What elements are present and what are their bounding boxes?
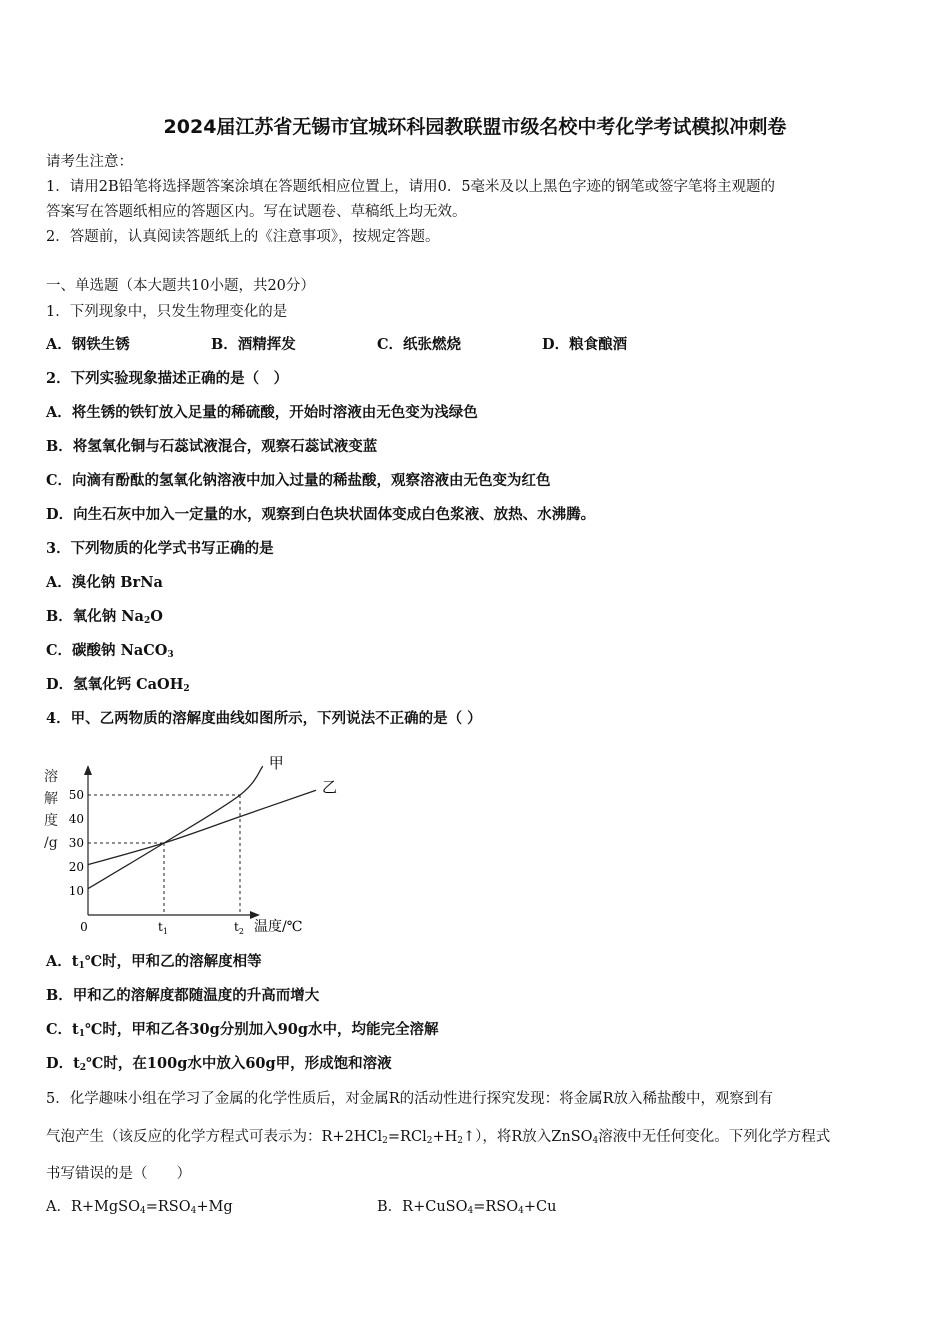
exam-title: 2024届江苏省无锡市宜城环科园教联盟市级名校中考化学考试模拟冲刺卷 [163, 116, 787, 138]
subscript: 4 [190, 1206, 197, 1216]
q5-line2-e: 溶液中无任何变化。下列化学方程式 [598, 1129, 831, 1145]
q3-option-a[interactable]: A．溴化钠 BrNa [46, 574, 163, 591]
q1-option-c[interactable]: C．纸张燃烧 [377, 336, 462, 353]
subscript: 4 [592, 1136, 599, 1146]
q5-option-b-end: +Cu [523, 1199, 557, 1215]
q4-option-c-text-end: ℃时，甲和乙各30g分别加入90g水中，均能完全溶解 [85, 1021, 439, 1038]
y-axis-label: /g [44, 835, 58, 851]
q5-option-b[interactable] [377, 1197, 556, 1221]
y-axis-label: 解 [44, 791, 58, 807]
q5-option-a-mid: =RSO [145, 1199, 191, 1215]
notice-heading: 请考生注意： [46, 154, 133, 170]
q4-option-d[interactable] [46, 1054, 392, 1078]
q3-option-b[interactable] [46, 607, 163, 631]
subscript: 2 [382, 1136, 388, 1146]
q2-stem: 2．下列实验现象描述正确的是（ ） [46, 370, 289, 387]
solubility-chart [40, 745, 338, 945]
q1-stem: 1．下列现象中，只发生物理变化的是 [46, 304, 288, 320]
q4-stem: 4．甲、乙两物质的溶解度曲线如图所示，下列说法不正确的是（ ） [46, 710, 482, 727]
subscript: 3 [167, 650, 174, 660]
subscript: 4 [140, 1206, 146, 1216]
series-label-yi: 乙 [322, 778, 338, 797]
q5-stem-line-2 [46, 1127, 830, 1151]
q5-line2-a: 气泡产生（该反应的化学方程式可表示为：R+2HCl [46, 1129, 383, 1145]
subscript: 2 [143, 616, 151, 626]
q4-option-b[interactable]: B．甲和乙的溶解度都随温度的升高而增大 [46, 987, 320, 1004]
q5-option-b-text: B．R+CuSO [377, 1199, 468, 1215]
q1-option-b[interactable]: B．酒精挥发 [211, 336, 296, 353]
subscript: 1 [78, 961, 85, 971]
y-tick-label: 10 [68, 884, 84, 898]
q3-option-b-text: B．氧化钠 Na [46, 608, 144, 625]
y-tick-label: 30 [68, 836, 84, 850]
x-tick-label: $t_1$ [158, 920, 168, 936]
x-axis-arrow [250, 911, 260, 919]
section-heading: 一、单选题（本大题共10小题，共20分） [46, 278, 315, 294]
q3-option-c-text: C．碳酸钠 NaCO [46, 642, 168, 659]
y-axis-label: 溶 [44, 769, 58, 785]
notice-line-3: 2．答题前，认真阅读答题纸上的《注意事项》，按规定答题。 [46, 229, 440, 245]
q5-option-a-end: +Mg [196, 1199, 233, 1215]
q2-option-a[interactable]: A．将生锈的铁钉放入足量的稀硫酸，开始时溶液由无色变为浅绿色 [46, 404, 478, 421]
series-line-yi [88, 790, 316, 864]
subscript: 2 [79, 1063, 87, 1073]
q5-line2-d: ↑），将R放入ZnSO [462, 1129, 593, 1145]
q4-option-d-text-end: ℃时，在100g水中放入60g甲，形成饱和溶液 [86, 1055, 392, 1072]
subscript: 2 [426, 1136, 433, 1146]
q1-option-d[interactable]: D．粮食酿酒 [542, 336, 628, 353]
q5-option-b-mid: =RSO [473, 1199, 519, 1215]
subscript: 2 [183, 684, 190, 694]
notice-line-2: 答案写在答题纸相应的答题区内。写在试题卷、草稿纸上均无效。 [46, 204, 467, 220]
q3-option-c[interactable] [46, 641, 174, 665]
q5-stem-line-1: 5．化学趣味小组在学习了金属的化学性质后，对金属R的活动性进行探究发现：将金属R放入稀盐酸中，观察到有 [46, 1091, 774, 1107]
q4-option-c-text: C．t [46, 1021, 79, 1038]
origin-label: 0 [80, 920, 88, 934]
notice-line-1: 1．请用2B铅笔将选择题答案涂填在答题纸相应位置上，请用0．5毫米及以上黑色字迹的钢笔或签字笔将主观题的 [46, 179, 776, 195]
q2-option-d[interactable]: D．向生石灰中加入一定量的水，观察到白色块状固体变成白色浆液、放热、水沸腾。 [46, 506, 596, 523]
y-tick-label: 40 [68, 812, 84, 826]
x-tick-label: $t_2$ [234, 920, 244, 936]
q4-option-a-text: A．t [46, 953, 79, 970]
series-line-jia [88, 766, 263, 888]
q4-option-d-text: D．t [46, 1055, 80, 1072]
y-tick-label: 20 [68, 860, 84, 874]
q3-stem: 3．下列物质的化学式书写正确的是 [46, 540, 274, 557]
q4-option-a[interactable] [46, 952, 262, 976]
y-axis-arrow [84, 765, 92, 775]
subscript: 2 [457, 1136, 463, 1146]
subscript: 1 [78, 1029, 86, 1039]
q2-option-b[interactable]: B．将氢氧化铜与石蕊试液混合，观察石蕊试液变蓝 [46, 438, 378, 455]
q5-line2-c: +H [432, 1129, 458, 1145]
y-tick-label: 50 [68, 788, 84, 802]
chart-root [44, 754, 337, 936]
q4-option-c[interactable] [46, 1020, 439, 1044]
subscript: 4 [518, 1206, 524, 1216]
q2-option-c[interactable]: C．向滴有酚酞的氢氧化钠溶液中加入过量的稀盐酸，观察溶液由无色变为红色 [46, 472, 551, 489]
subscript: 4 [467, 1206, 474, 1216]
x-axis-label: 温度/℃ [254, 919, 303, 935]
q4-option-a-text-end: ℃时，甲和乙的溶解度相等 [84, 953, 262, 970]
q1-option-a[interactable]: A．钢铁生锈 [46, 336, 130, 353]
y-axis-label: 度 [44, 813, 58, 829]
q5-stem-line-3: 书写错误的是（ ） [46, 1166, 191, 1182]
q5-line2-b: =RCl [387, 1129, 427, 1145]
series-label-jia: 甲 [268, 754, 284, 773]
q3-option-d[interactable] [46, 675, 190, 699]
q5-option-a-text: A．R+MgSO [46, 1199, 140, 1215]
q3-option-d-text: D．氢氧化钙 CaOH [46, 676, 184, 693]
q3-option-b-text-end: O [150, 608, 163, 625]
q5-option-a[interactable] [46, 1197, 233, 1221]
